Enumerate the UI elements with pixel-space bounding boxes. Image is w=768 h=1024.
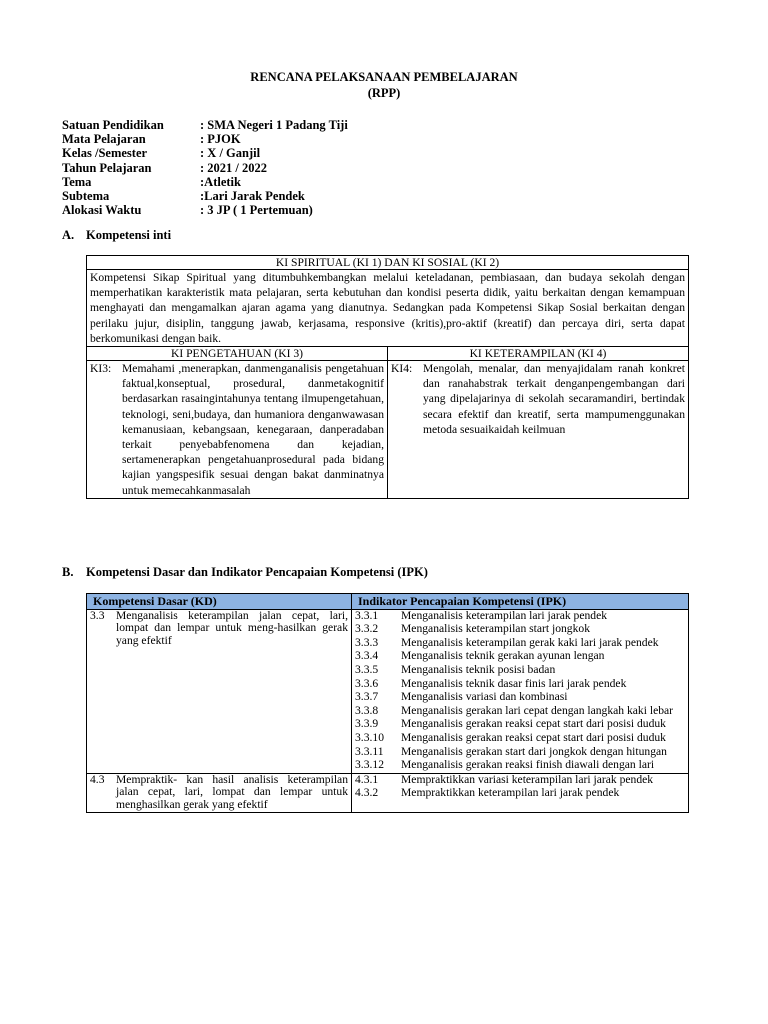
ipk-code: 3.3.10 xyxy=(355,730,384,744)
ipk-code: 3.3.1 xyxy=(355,608,379,622)
list-item xyxy=(355,691,685,704)
ki3-cell xyxy=(87,361,388,499)
ipk-cell xyxy=(352,773,689,812)
identity-label: Satuan Pendidikan xyxy=(62,118,164,132)
identity-value: :Atletik xyxy=(200,174,241,189)
identity-value: : SMA Negeri 1 Padang Tiji xyxy=(200,118,348,132)
kd-ipk-table xyxy=(86,593,689,813)
identity-row xyxy=(62,161,348,175)
identity-label: Tema xyxy=(62,174,92,189)
list-item xyxy=(355,718,685,731)
identity-row xyxy=(62,118,348,132)
kompetensi-inti-table xyxy=(86,255,689,499)
identity-row xyxy=(62,132,348,146)
ipk-text: Menganalisis gerakan start dari jongkok dengan hitungan xyxy=(401,744,667,758)
list-item xyxy=(355,637,685,650)
identity-label: Alokasi Waktu xyxy=(62,203,142,218)
identity-block xyxy=(62,118,348,217)
ipk-code: 3.3.12 xyxy=(355,758,384,772)
section-b-heading xyxy=(62,565,428,580)
ipk-code: 3.3.6 xyxy=(355,676,379,690)
ki3-code: KI3: xyxy=(90,362,112,376)
ipk-code: 3.3.2 xyxy=(355,622,379,636)
section-a-heading xyxy=(62,228,171,243)
section-title: Kompetensi Dasar dan Indikator Pencapaian Kompetensi (IPK) xyxy=(86,565,428,579)
list-item xyxy=(355,774,685,787)
list-item xyxy=(355,759,685,772)
list-item xyxy=(355,610,685,623)
ipk-text: Menganalisis gerakan reaksi cepat start dari posisi duduk xyxy=(401,730,666,744)
ki3-header: KI PENGETAHUAN (KI 3) xyxy=(87,347,388,361)
ipk-code: 3.3.4 xyxy=(355,649,379,663)
ipk-code: 3.3.5 xyxy=(355,662,379,676)
ipk-column-header: Indikator Pencapaian Kompetensi (IPK) xyxy=(352,594,689,610)
identity-value: : 3 JP ( 1 Pertemuan) xyxy=(200,203,313,218)
ipk-code: 4.3.1 xyxy=(355,772,379,786)
identity-value: :Lari Jarak Pendek xyxy=(200,189,305,204)
section-title: Kompetensi inti xyxy=(86,228,172,242)
ipk-text: Menganalisis teknik dasar finis lari jarak pendek xyxy=(401,676,627,690)
list-item xyxy=(355,746,685,759)
list-item xyxy=(355,623,685,636)
ki-spiritual-header: KI SPIRITUAL (KI 1) DAN KI SOSIAL (KI 2) xyxy=(87,256,689,270)
ipk-text: Menganalisis keterampilan start jongkok xyxy=(401,622,590,636)
ipk-text: Mempraktikkan keterampilan lari jarak pendek xyxy=(401,786,620,800)
identity-value: : PJOK xyxy=(200,132,241,147)
identity-row xyxy=(62,175,348,189)
ipk-text: Menganalisis teknik posisi badan xyxy=(401,662,556,676)
ki4-cell xyxy=(388,361,689,499)
section-number: A. xyxy=(62,228,75,242)
identity-value: : 2021 / 2022 xyxy=(200,160,268,175)
identity-label: Tahun Pelajaran xyxy=(62,160,152,175)
kd-code: 3.3 xyxy=(90,608,105,622)
ki4-text: Mengolah, menalar, dan menyajidalam ranah konkret dan ranahabstrak terkait denganpengembangan dari yang dipelajarinya di sekolah secaramandiri, bertindak secara efektif dan kreatif, serta mampumenggunakan metoda sesuaikaidah keilmuan xyxy=(423,362,685,436)
kd-text: Menganalisis keterampilan jalan cepat, lari, lompat dan lempar untuk meng-hasilkan gerak yang efektif xyxy=(116,608,348,647)
identity-label: Mata Pelajaran xyxy=(62,132,146,147)
list-item xyxy=(355,678,685,691)
table-row xyxy=(87,609,689,773)
identity-label: Subtema xyxy=(62,189,110,204)
ipk-code: 3.3.11 xyxy=(355,744,384,758)
ipk-code: 3.3.8 xyxy=(355,703,379,717)
ki4-code: KI4: xyxy=(391,362,413,376)
document-subtitle: (RPP) xyxy=(367,86,401,100)
ipk-text: Menganalisis keterampilan lari jarak pendek xyxy=(401,608,608,622)
ipk-text: Menganalisis gerakan reaksi cepat start dari posisi duduk xyxy=(401,717,666,731)
ipk-code: 3.3.7 xyxy=(355,690,379,704)
identity-label: Kelas /Semester xyxy=(62,146,148,161)
ipk-text: Menganalisis gerakan lari cepat dengan langkah kaki lebar xyxy=(401,703,674,717)
ki4-header: KI KETERAMPILAN (KI 4) xyxy=(388,347,689,361)
kd-code: 4.3 xyxy=(90,772,105,786)
list-item xyxy=(355,705,685,718)
list-item xyxy=(355,787,685,800)
ipk-code: 4.3.2 xyxy=(355,786,379,800)
list-item xyxy=(355,664,685,677)
identity-value: : X / Ganjil xyxy=(200,146,261,161)
document-title: RENCANA PELAKSANAAN PEMBELAJARAN xyxy=(250,70,518,84)
kd-column-header: Kompetensi Dasar (KD) xyxy=(87,594,352,610)
kd-cell xyxy=(87,609,352,773)
identity-row xyxy=(62,146,348,160)
ipk-text: Menganalisis gerakan reaksi finish diawali dengan lari xyxy=(401,758,655,772)
kd-text: Mempraktik- kan hasil analisis keterampilan jalan cepat, lari, lompat dan lempar untuk menghasilkan gerak yang efektif xyxy=(116,772,348,811)
identity-row xyxy=(62,189,348,203)
ipk-text: Menganalisis keterampilan gerak kaki lari jarak pendek xyxy=(401,635,659,649)
identity-row xyxy=(62,203,348,217)
ipk-code: 3.3.9 xyxy=(355,717,379,731)
ipk-cell xyxy=(352,609,689,773)
ki3-text: Memahami ,menerapkan, danmenganalisis pengetahuan faktual,konseptual, prosedural, danmetakognitif berdasarkan rasaingintahunya tentang ilmupengetahuan, teknologi, seni,budaya, dan humaniora denganwawasan kemanusiaan, kebangsaan, kenegaraan, danperadaban terkait penyebabfenomena dan kejadian, sertamenerapkan pengetahuanprosedural pada bidang kajian yangspesifik sesuai dengan bakat danminatnya untuk memecahkanmasalah xyxy=(122,362,384,497)
list-item xyxy=(355,732,685,745)
ipk-text: Menganalisis teknik gerakan ayunan lengan xyxy=(401,649,605,663)
ipk-text: Mempraktikkan variasi keterampilan lari jarak pendek xyxy=(401,772,654,786)
kd-cell xyxy=(87,773,352,812)
ipk-text: Menganalisis variasi dan kombinasi xyxy=(401,690,568,704)
ki-spiritual-text: Kompetensi Sikap Spiritual yang ditumbuhkembangkan melalui keteladanan, pembiasaan, dan budaya sekolah dengan memperhatikan karakteristik mata pelajaran, serta kebutuhan dan kondisi peserta didik, yaitu berkaitan dengan kemampuan menghayati dan mengamalkan ajaran agama yang dianutnya. Sedangkan pada Kompetensi Sikap Sosial berkaitan dengan perilaku jujur, disiplin, tanggung jawab, kerjasama, responsive (kritis),pro-aktif (kreatif) dan percaya diri, serta dapat berkomunikasi dengan baik. xyxy=(87,270,689,347)
list-item xyxy=(355,650,685,663)
ipk-code: 3.3.3 xyxy=(355,635,379,649)
section-number: B. xyxy=(62,565,74,579)
table-row xyxy=(87,773,689,812)
